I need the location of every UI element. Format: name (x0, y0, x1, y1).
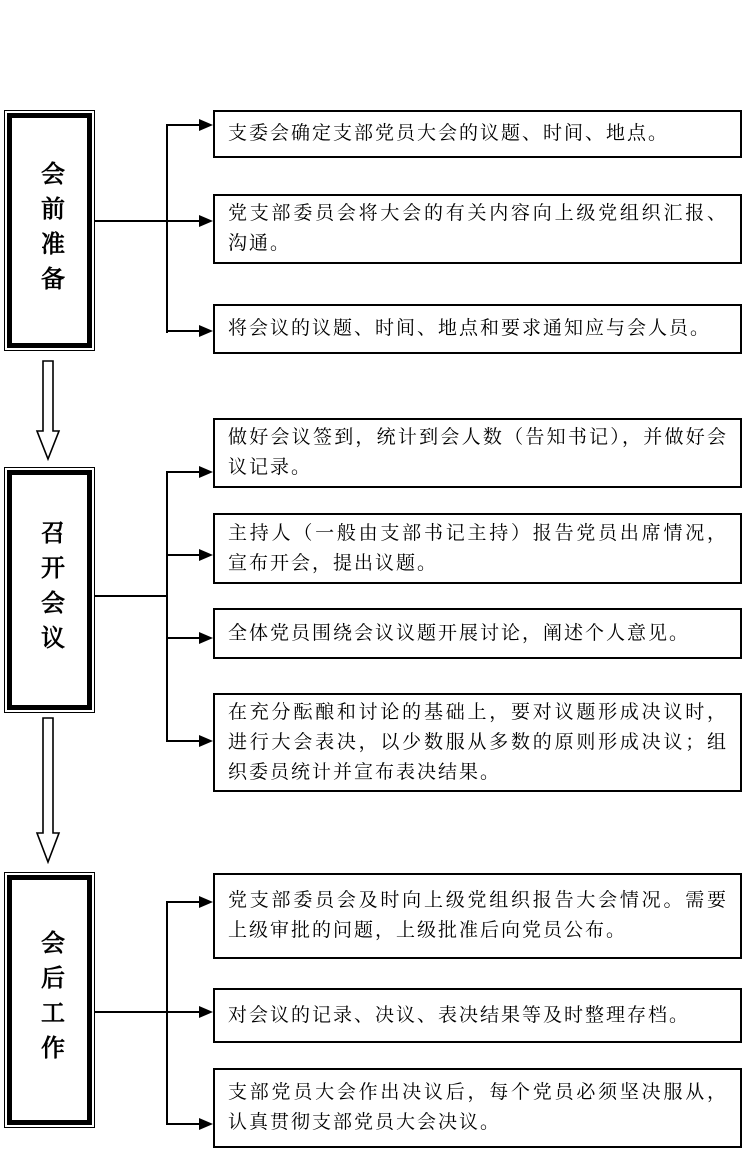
connector-line (166, 901, 200, 903)
connector-stem-line (95, 1011, 168, 1013)
stage-box-inner-border (7, 875, 92, 1125)
flow-step-box: 在充分酝酿和讨论的基础上，要对议题形成决议时，进行大会表决，以少数服从多数的原则形成决议；组织委员统计并宣布表决结果。 (213, 693, 742, 792)
stage-box-pre-meeting (4, 110, 95, 351)
flow-step-box: 主持人（一般由支部书记主持）报告党员出席情况，宣布开会，提出议题。 (213, 513, 742, 584)
connector-line (166, 330, 200, 332)
down-arrow-icon (35, 717, 61, 864)
connector-branch-line (166, 124, 168, 333)
flow-step-box: 全体党员围绕会议议题开展讨论，阐述个人意见。 (213, 608, 742, 659)
flow-step-box: 做好会议签到，统计到会人数（告知书记），并做好会议记录。 (213, 418, 742, 488)
arrowhead-icon (199, 896, 213, 908)
connector-line (166, 471, 200, 473)
flow-step-box: 支委会确定支部党员大会的议题、时间、地点。 (213, 110, 742, 158)
arrowhead-icon (199, 466, 213, 478)
stage-label-pre-meeting: 会前准备 (36, 160, 63, 301)
flow-step-box: 将会议的议题、时间、地点和要求通知应与会人员。 (213, 304, 742, 354)
stage-label-hold-meeting: 召开会议 (36, 520, 63, 660)
connector-line (166, 740, 200, 742)
arrowhead-icon (199, 325, 213, 337)
connector-stem-line (95, 595, 168, 597)
down-arrow-icon (35, 360, 61, 461)
stage-box-post-meeting (4, 872, 95, 1128)
connector-line (166, 1011, 200, 1013)
stage-label-post-meeting: 会后工作 (36, 930, 63, 1070)
flow-step-box: 对会议的记录、决议、表决结果等及时整理存档。 (213, 988, 742, 1043)
connector-branch-line (166, 471, 168, 742)
stage-box-inner-border (7, 470, 92, 710)
arrowhead-icon (199, 1006, 213, 1018)
stage-box-inner-border (7, 113, 92, 348)
arrowhead-icon (199, 549, 213, 561)
arrowhead-icon (199, 215, 213, 227)
arrowhead-icon (199, 1118, 213, 1130)
connector-line (166, 554, 200, 556)
flow-step-box: 支部党员大会作出决议后，每个党员必须坚决服从，认真贯彻支部党员大会决议。 (213, 1068, 742, 1148)
connector-line (166, 1123, 200, 1125)
connector-line (166, 220, 200, 222)
connector-branch-line (166, 901, 168, 1125)
connector-line (166, 637, 200, 639)
connector-stem-line (95, 220, 168, 222)
flow-step-box: 党支部委员会将大会的有关内容向上级党组织汇报、沟通。 (213, 194, 742, 264)
arrowhead-icon (199, 119, 213, 131)
stage-box-hold-meeting (4, 467, 95, 713)
arrowhead-icon (199, 735, 213, 747)
arrowhead-icon (199, 632, 213, 644)
connector-line (166, 124, 200, 126)
flow-step-box: 党支部委员会及时向上级党组织报告大会情况。需要上级审批的问题，上级批准后向党员公布。 (213, 873, 742, 959)
